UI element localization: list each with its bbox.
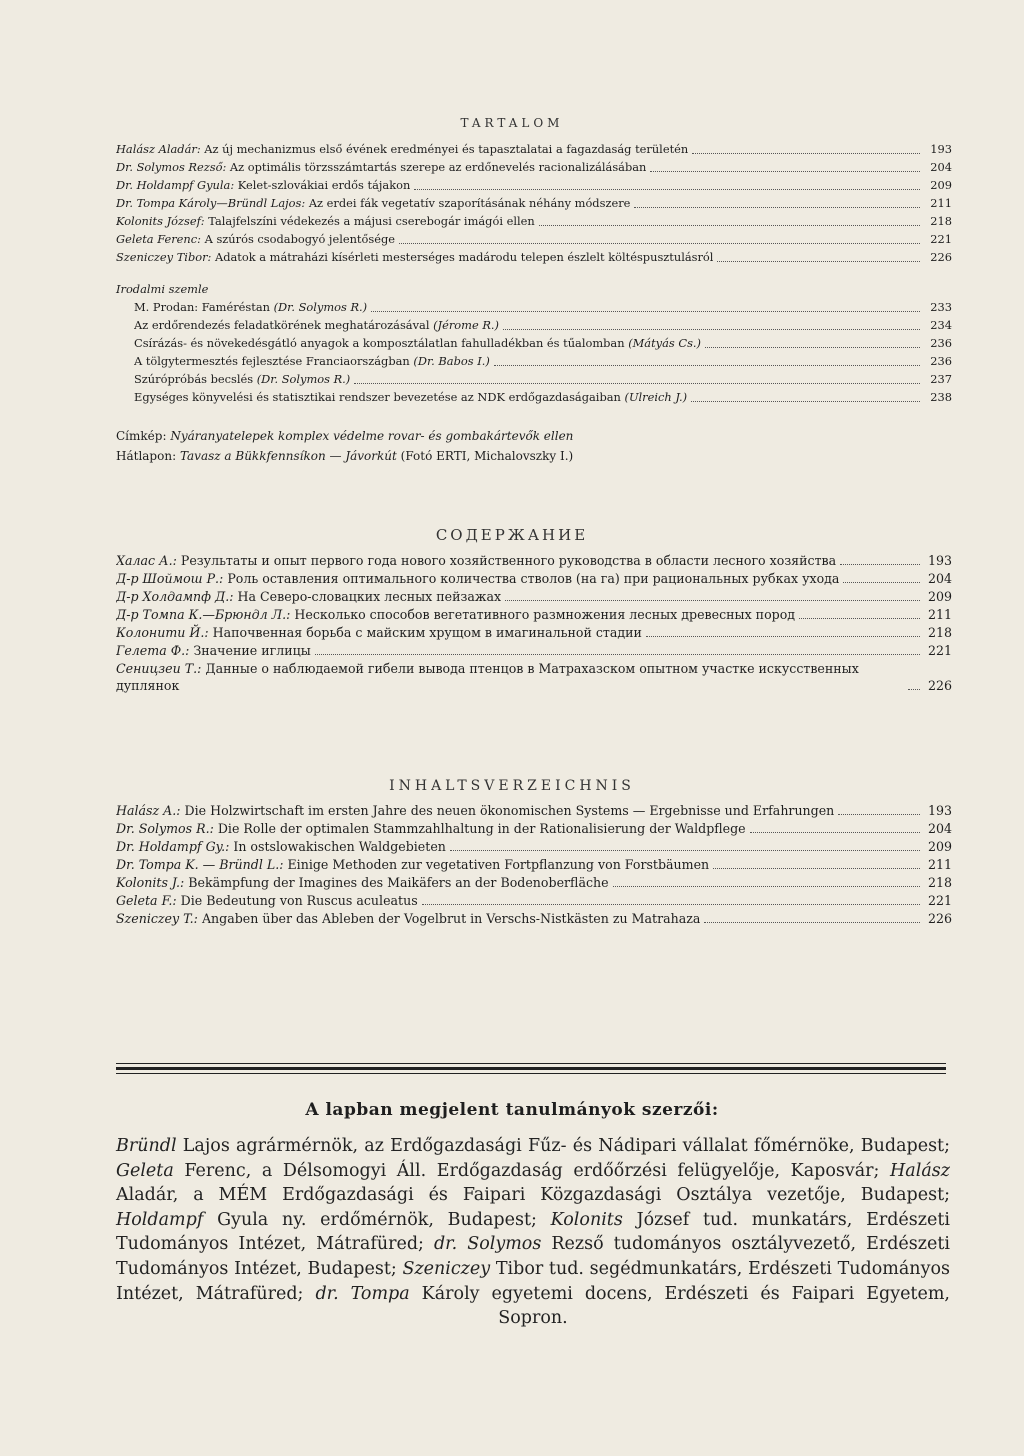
cover-text: Nyáranyatelepek komplex védelme rovar- és gombakártevők ellen [170,429,574,443]
authors-title: A lapban megjelent tanulmányok szerzői: [305,1100,719,1120]
author-name: dr. Solymos [433,1234,542,1255]
review-entry [116,370,952,388]
entry-author: Dr. Holdampf Gyula: [116,178,235,192]
entry-author: Halász A.: [116,803,181,818]
authors-paragraph [116,1134,950,1331]
de-contents-list [116,802,952,928]
entry-text [116,194,630,212]
entry-page: 221 [927,893,952,908]
entry-author: Kolonits J.: [116,875,185,890]
entry-title: Напочвенная борьба с майским хрущом в имагинальной стадии [212,625,642,640]
review-page: 234 [930,318,952,332]
entry-page: 209 [930,178,952,192]
author-name: Geleta [116,1160,174,1181]
entry-page: 193 [930,142,952,156]
leader-dots [704,921,920,923]
contents-entry [116,552,952,569]
entry-page: 209 [927,589,952,604]
contents-entry [116,856,952,873]
leader-dots [692,152,920,154]
leader-dots [799,617,920,619]
entry-title: Angaben über das Ableben der Vogelbrut in Verschs-Nistkästen zu Matrahaza [201,911,701,926]
contents-entry [116,212,952,230]
author-details: Gyula ny. erdőmérnök, Budapest; [217,1209,537,1230]
entry-title: Результаты и опыт первого года нового хозяйственного руководства в области лесного хозяйства [180,553,837,568]
entry-author: Dr. Tompa K. — Bründl L.: [116,857,284,872]
entry-text [116,552,836,569]
review-entry [116,352,952,370]
review-title: Csírázás- és növekedésgátló anyagok a komposztálatlan fahulladékban és tűalomban [134,336,625,350]
review-list [116,298,952,406]
leader-dots [613,885,920,887]
entry-author: Д-р Томпа К.—Брюндл Л.: [116,607,291,622]
author-name: dr. Tompa [315,1283,410,1304]
entry-page: 211 [927,607,952,622]
entry-page: 204 [927,571,952,586]
entry-author: Dr. Tompa Károly—Bründl Lajos: [116,196,306,210]
ru-contents-list [116,552,952,695]
review-title: Szúrópróbás becslés [134,372,254,386]
leader-dots [646,635,920,637]
contents-entry [116,874,952,891]
author-name: Bründl [116,1136,177,1156]
entry-title: Adatok a mátraházi kísérleti mesterséges madárodu telepen észlelt költéspusztulásról [215,250,714,264]
author-details: Lajos agrármérnök, az Erdőgazdasági Fűz- és Nádipari vállalat főmérnöke, Budapest; [182,1136,950,1156]
entry-text [116,856,709,873]
entry-title: Несколько способов вегетативного размножения лесных древесных пород [294,607,796,622]
contents-entry [116,176,952,194]
author-details: Károly egyetemi docens, Erdészeti és Faipari Egyetem, Sopron. [421,1283,950,1329]
author-details: Tibor tud. segédmunkatárs, Erdészeti Tudományos Intézet, Mátrafüred; [116,1258,950,1304]
entry-page: 218 [930,214,952,228]
hu-contents-list [116,140,952,266]
contents-entry [116,820,952,837]
leader-dots [354,382,920,384]
author-details: Aladár, a MÉM Erdőgazdasági és Faipari Közgazdasági Osztálya vezetője, Budapest; [116,1185,950,1206]
author-name: Halász [890,1160,950,1181]
entry-author: Халас А.: [116,553,177,568]
entry-text [116,140,688,158]
entry-title: Роль оставления оптимального количества стволов (на га) при рациональных рубках ухода [227,571,840,586]
entry-text [116,838,446,855]
entry-page: 221 [927,643,952,658]
review-page: 233 [930,300,952,314]
entry-text [116,660,904,694]
entry-text [116,892,418,909]
cover-note [116,426,952,446]
contents-entry [116,194,952,212]
entry-title: Az erdei fák vegetatív szaporításának néhány módszere [308,196,631,210]
hu-section-title: TARTALOM [460,116,564,130]
entry-page: 221 [930,232,952,246]
leader-dots [315,653,920,655]
entry-title: Die Rolle der optimalen Stammzahlhaltung in der Rationalisierung der Waldpflege [217,821,746,836]
entry-title: Talajfelszíni védekezés a májusi cserebogár imágói ellen [208,214,535,228]
entry-author: Гелета Ф.: [116,643,190,658]
separator-rule-thick [116,1067,946,1070]
leader-dots [414,188,920,190]
review-title: A tölgytermesztés fejlesztése Franciaországban [134,354,410,368]
review-section-title: Irodalmi szemle [116,282,209,296]
leader-dots [494,364,920,366]
entry-page: 204 [930,160,952,174]
entry-author: Колонити Й.: [116,625,209,640]
entry-text [116,820,746,837]
author-name: Szeniczey [402,1258,491,1279]
entry-text [116,230,395,248]
entry-page: 209 [927,839,952,854]
entry-text [116,176,410,194]
leader-dots [650,170,920,172]
contents-entry [116,910,952,927]
entry-author: Geleta F.: [116,893,177,908]
leader-dots [838,813,920,815]
leader-dots [634,206,920,208]
entry-author: Dr. Solymos Rezső: [116,160,227,174]
review-cite: (Mátyás Cs.) [628,336,701,350]
contents-entry [116,606,952,623]
entry-text [116,588,501,605]
entry-page: 226 [930,250,952,264]
author-details: József tud. munkatárs, Erdészeti Tudományos Intézet, Mátrafüred; [116,1209,950,1255]
entry-author: Szeniczey T.: [116,911,198,926]
entry-text [116,802,834,819]
separator-rule-thin-2 [116,1073,946,1074]
author-details: Ferenc, a Délsomogyi Áll. Erdőgazdaság erdőőrzési felügyelője, Kaposvár; [184,1160,880,1181]
entry-title: Az optimális törzsszámtartás szerepe az erdőnevelés racionalizálásában [229,160,647,174]
back-credit: (Fotó ERTI, Michalovszky I.) [400,449,574,463]
entry-title: Bekämpfung der Imagines des Maikäfers an der Bodenoberfläche [188,875,609,890]
leader-dots [908,688,920,690]
review-cite: (Ulreich J.) [624,390,688,404]
contents-entry [116,248,952,266]
de-section-title: INHALTSVERZEICHNIS [389,778,635,794]
entry-page: 226 [927,911,952,926]
cover-notes [116,426,952,466]
leader-dots [371,310,920,312]
leader-dots [717,260,920,262]
entry-author: Д-р Холдампф Д.: [116,589,234,604]
entry-page: 211 [930,196,952,210]
leader-dots [691,400,920,402]
review-text-wrap [134,352,490,370]
entry-page: 204 [927,821,952,836]
entry-author: Сеницзеи Т.: [116,661,202,676]
review-page: 236 [930,354,952,368]
ru-section-title: СОДЕРЖАНИЕ [435,526,589,544]
entry-text [116,874,609,891]
author-name: Kolonits [550,1209,623,1230]
review-entry [116,334,952,352]
entry-title: In ostslowakischen Waldgebieten [233,839,446,854]
entry-title: Kelet-szlovákiai erdős tájakon [237,178,411,192]
review-entry [116,316,952,334]
entry-title: A szúrós csodabogyó jelentősége [204,232,395,246]
leader-dots [713,867,920,869]
author-details: Rezső tudományos osztályvezető, Erdészeti Tudományos Intézet, Budapest; [116,1234,950,1279]
entry-author: Д-р Шоймош Р.: [116,571,224,586]
entry-title: Значение иглицы [193,643,311,658]
contents-entry [116,570,952,587]
back-label: Hátlapon: [116,449,177,463]
entry-title: Данные о наблюдаемой гибели вывода птенцов в Матрахазском опытном участке искусственных дуплянок [116,661,859,693]
hu-review-block [116,270,952,406]
review-text-wrap [134,388,687,406]
entry-text [116,248,713,266]
entry-author: Kolonits József: [116,214,205,228]
review-title: Az erdőrendezés feladatkörének meghatározásával [134,318,430,332]
review-page: 237 [930,372,952,386]
entry-text [116,606,795,623]
leader-dots [450,849,920,851]
entry-text [116,642,311,659]
review-cite: (Dr. Babos I.) [413,354,490,368]
leader-dots [503,328,920,330]
entry-page: 193 [927,553,952,568]
entry-title: Az új mechanizmus első évének eredményei és tapasztalatai a fagazdaság területén [204,142,689,156]
entry-author: Halász Aladár: [116,142,201,156]
back-note [116,446,952,466]
cover-label: Címkép: [116,429,167,443]
entry-text [116,212,535,230]
entry-author: Geleta Ferenc: [116,232,201,246]
leader-dots [840,563,920,565]
entry-title: Die Bedeutung von Ruscus aculeatus [180,893,418,908]
review-text-wrap [134,334,701,352]
entry-text [116,910,700,927]
contents-entry [116,158,952,176]
review-cite: (Dr. Solymos R.) [273,300,368,314]
author-name: Holdampf [116,1209,204,1230]
back-text: Tavasz a Bükkfennsíkon — Jávorkút [179,449,397,463]
review-entry [116,298,952,316]
review-title: M. Prodan: Faméréstan [134,300,270,314]
review-title: Egységes könyvelési és statisztikai rendszer bevezetése az NDK erdőgazdaságaiban [134,390,621,404]
review-page: 238 [930,390,952,404]
contents-entry [116,230,952,248]
entry-page: 211 [927,857,952,872]
leader-dots [399,242,920,244]
entry-text [116,158,646,176]
entry-page: 218 [927,875,952,890]
entry-page: 226 [927,678,952,693]
contents-entry [116,660,952,694]
entry-author: Dr. Holdampf Gy.: [116,839,230,854]
leader-dots [705,346,920,348]
contents-entry [116,624,952,641]
contents-entry [116,892,952,909]
contents-entry [116,802,952,819]
entry-page: 193 [927,803,952,818]
entry-page: 218 [927,625,952,640]
entry-title: Die Holzwirtschaft im ersten Jahre des neuen ökonomischen Systems — Ergebnisse und Erfahrungen [184,803,835,818]
review-cite: (Jérome R.) [433,318,499,332]
review-text-wrap [134,298,367,316]
leader-dots [539,224,920,226]
entry-title: Einige Methoden zur vegetativen Fortpflanzung von Forstbäumen [287,857,710,872]
contents-entry [116,838,952,855]
entry-text [116,624,642,641]
entry-author: Dr. Solymos R.: [116,821,214,836]
separator-rule-thin [116,1063,946,1064]
leader-dots [750,831,920,833]
review-page: 236 [930,336,952,350]
contents-entry [116,642,952,659]
review-entry [116,388,952,406]
leader-dots [505,599,920,601]
entry-title: На Северо-словацких лесных пейзажах [237,589,502,604]
entry-text [116,570,839,587]
leader-dots [422,903,920,905]
leader-dots [843,581,920,583]
review-cite: (Dr. Solymos R.) [256,372,351,386]
review-text-wrap [134,370,350,388]
contents-entry [116,140,952,158]
review-text-wrap [134,316,499,334]
entry-author: Szeniczey Tibor: [116,250,212,264]
contents-entry [116,588,952,605]
